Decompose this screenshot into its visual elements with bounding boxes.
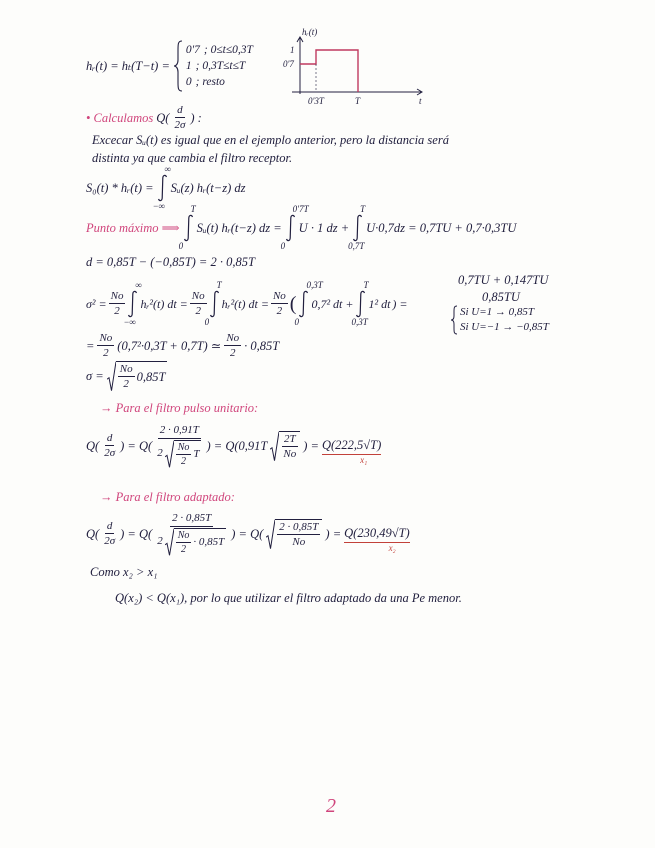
d-over-2sigma-fraction	[102, 432, 117, 460]
case-value: 0'7	[185, 44, 200, 56]
integrand: 1² dt	[368, 296, 391, 311]
fraction-denominator: 2	[114, 305, 120, 317]
integral-sign	[294, 280, 323, 327]
graph-x-mid: 0'3T	[308, 96, 324, 106]
lower-limit: 0	[204, 317, 210, 327]
pulse-shape	[300, 50, 358, 92]
fraction-denominator: 2	[123, 378, 129, 390]
integral-sign	[152, 164, 171, 211]
square-root	[165, 528, 227, 556]
fraction-numerator: No	[271, 290, 288, 304]
lower-limit: 0	[280, 241, 286, 251]
fraction-numerator: 2 · 0,85T	[277, 521, 320, 535]
fraction-denominator: 2	[195, 305, 201, 317]
integrand: Sᵤ(t) hᵣ(t−z) dz =	[196, 220, 282, 235]
radical-sign	[165, 440, 174, 468]
fraction-numerator: No	[97, 332, 114, 346]
graph-x-end: T	[355, 96, 361, 106]
graph-y-low: 0'7	[283, 59, 294, 69]
square-root	[107, 361, 168, 391]
fraction-denominator: 2	[276, 305, 283, 317]
case-condition: ; resto	[195, 76, 225, 88]
denominator-factor: 2	[157, 535, 163, 547]
upper-limit: T	[360, 204, 366, 214]
variance-result-tail: · 0,85T	[244, 338, 280, 353]
fraction-numerator: 2 · 0,85T	[170, 512, 213, 526]
integral-sign	[348, 204, 366, 251]
cases-list	[186, 42, 253, 90]
equals-q: ) = Q(0,91T	[206, 438, 268, 453]
section-heading: → Para el filtro pulso unitario:	[100, 400, 259, 415]
no-over-2-fraction	[176, 530, 192, 556]
d-over-2sigma-fraction	[102, 520, 117, 548]
no-over-2-fraction	[271, 290, 288, 318]
fraction-numerator: d	[105, 520, 115, 534]
lower-limit: 0	[178, 241, 184, 251]
cases-brace	[173, 40, 183, 92]
fraction-numerator: No	[118, 363, 135, 377]
integral-sign	[351, 280, 369, 327]
equals-sign: =	[86, 338, 95, 353]
radical-sign	[270, 431, 279, 461]
integral-sign	[280, 204, 309, 251]
lower-limit: 0,3T	[351, 317, 368, 327]
equals-q: ) = Q(	[231, 526, 264, 541]
upper-limit: 0,3T	[306, 280, 323, 290]
integrand: 0,7² dt +	[311, 296, 354, 311]
section-heading: → Para el filtro adaptado:	[100, 489, 235, 504]
fraction-numerator: d	[105, 432, 115, 446]
case-condition: ; 0≤t≤0,3T	[203, 44, 253, 56]
equals-q: ) = Q(	[120, 526, 153, 541]
result-label: x₂	[388, 542, 396, 553]
fraction-numerator: No	[177, 529, 190, 541]
case-row	[186, 74, 253, 90]
q-open: Q(	[86, 438, 100, 453]
case-condition: ; 0,3T≤t≤T	[195, 60, 246, 72]
max-point-label: Punto máximo ⟹	[86, 221, 180, 235]
sigma-lhs: σ =	[86, 368, 104, 383]
q-open: Q(	[156, 110, 170, 125]
note-text: 0,85TU	[482, 289, 520, 304]
upper-limit: 0'7T	[292, 204, 309, 214]
denominator-factor: 2	[157, 447, 163, 459]
distance-text: d = 0,85T − (−0,85T) = 2 · 0,85T	[86, 254, 255, 269]
integrand: U · 1 dz +	[298, 220, 350, 235]
radicand	[174, 528, 227, 556]
explanation-text: distinta ya que cambia el filtro receptor.	[92, 150, 293, 165]
sqrt-fraction	[277, 521, 320, 549]
note-text: Si U=1 → 0,85T	[460, 306, 535, 318]
fraction-denominator	[155, 527, 228, 556]
radicand	[174, 440, 202, 468]
upper-limit: T	[190, 204, 196, 214]
fraction-denominator: 2σ	[104, 535, 116, 547]
lower-limit: 0,7T	[348, 241, 365, 251]
graph-y-high: 1	[290, 45, 295, 55]
equals-sign: ) =	[303, 438, 319, 453]
case-value: 0	[185, 76, 192, 88]
result-text: Q(230,49√T)	[344, 525, 410, 540]
case-row	[186, 58, 253, 74]
integrand: Sᵤ(z) hᵣ(t−z) dz	[170, 180, 246, 195]
note-text: Si U=−1 → −0,85T	[460, 321, 549, 333]
case-row	[186, 42, 253, 58]
conclusion-text: Q(x₂) < Q(x₁), por lo que utilizar el filtro adaptado da una Pe menor.	[115, 590, 462, 605]
graph-y-label: hᵣ(t)	[302, 27, 318, 37]
no-over-2-fraction	[97, 332, 114, 360]
fraction-denominator: No	[292, 536, 306, 548]
equals-q: ) = Q(	[120, 438, 153, 453]
lower-limit: −∞	[123, 317, 136, 327]
square-root	[266, 519, 322, 549]
no-over-2-fraction	[190, 290, 207, 318]
close-paren: ) =	[392, 296, 408, 311]
upper-limit: T	[363, 280, 369, 290]
case-value: 1	[185, 60, 192, 72]
adapted-result	[344, 525, 410, 553]
radicand-tail: T	[193, 448, 200, 460]
no-over-2-fraction	[224, 332, 241, 360]
no-over-2-fraction	[109, 290, 126, 318]
calc-label: • Calculamos	[86, 110, 154, 125]
radicand	[116, 361, 168, 391]
equals-sign: ) =	[325, 526, 342, 541]
radicand-tail: 0,85T	[136, 369, 166, 384]
fraction-denominator	[155, 439, 203, 468]
comparison-text: Como x₂ > x₁	[90, 564, 158, 579]
square-root	[270, 431, 300, 461]
explanation-text: Excecar Sᵤ(t) es igual que en el ejemplo anterior, pero la distancia será	[92, 132, 449, 147]
integrand: U·0,7dz = 0,7TU + 0,7·0,3TU	[366, 220, 517, 235]
fraction-denominator: No	[283, 448, 297, 460]
square-root	[165, 440, 202, 468]
pulse-result	[321, 437, 382, 465]
upper-limit: T	[216, 280, 222, 290]
note-text: 0,7TU + 0,147TU	[458, 272, 549, 287]
page-number-text: 2	[326, 794, 336, 817]
radical-sign	[107, 361, 116, 391]
distance-over-sigma-fraction	[155, 512, 228, 555]
integral-sign	[204, 280, 222, 327]
lower-limit: −∞	[152, 201, 166, 211]
integrand: hᵣ²(t) dt =	[140, 296, 188, 311]
fraction-denominator: 2	[181, 543, 187, 555]
d-over-2sigma-fraction	[172, 104, 187, 132]
radical-sign	[165, 528, 174, 556]
variance-result-body: (0,7²·0,3T + 0,7T) ≃	[117, 339, 222, 353]
integral-sign	[178, 204, 196, 251]
radical-sign	[266, 519, 275, 549]
fraction-denominator: 2	[103, 347, 109, 359]
fraction-numerator: No	[177, 441, 190, 453]
fraction-denominator: 2	[181, 455, 187, 467]
notes-brace	[450, 305, 458, 335]
filter-response-graph	[280, 26, 430, 110]
convolution-lhs: S₀(t) * hᵣ(t) =	[86, 180, 154, 195]
fraction-numerator: No	[190, 290, 207, 304]
fraction-numerator: d	[175, 104, 185, 118]
no-over-2-fraction	[118, 363, 135, 391]
q-open: Q(	[86, 526, 100, 541]
fraction-numerator: No	[224, 332, 241, 346]
upper-limit: ∞	[135, 280, 142, 290]
variance-lhs: σ² =	[86, 296, 107, 311]
open-paren: (	[289, 292, 297, 315]
result-label: x₁	[360, 454, 368, 465]
graph-x-label: t	[419, 96, 422, 106]
fraction-denominator: 2σ	[174, 119, 186, 131]
sqrt-fraction	[281, 433, 298, 461]
integral-sign	[123, 280, 142, 327]
radicand	[279, 431, 300, 461]
fraction-numerator: No	[109, 290, 126, 304]
integrand: hᵣ²(t) dt =	[221, 296, 269, 311]
no-over-2-fraction	[176, 442, 192, 468]
lower-limit: 0	[294, 317, 299, 327]
result-text: Q(222,5√T)	[321, 437, 382, 452]
fraction-numerator: 2T	[282, 433, 298, 447]
fraction-numerator: 2 · 0,91T	[158, 424, 201, 438]
fraction-denominator: 2	[230, 347, 236, 359]
upper-limit: ∞	[164, 164, 171, 174]
distance-over-sigma-fraction	[155, 424, 203, 467]
radicand-tail: · 0,85T	[193, 536, 225, 548]
radicand	[275, 519, 322, 549]
fraction-denominator: 2σ	[104, 447, 116, 459]
definition-lhs: hᵣ(t) = hₜ(T−t) =	[86, 59, 170, 73]
q-close: ) :	[190, 110, 202, 125]
